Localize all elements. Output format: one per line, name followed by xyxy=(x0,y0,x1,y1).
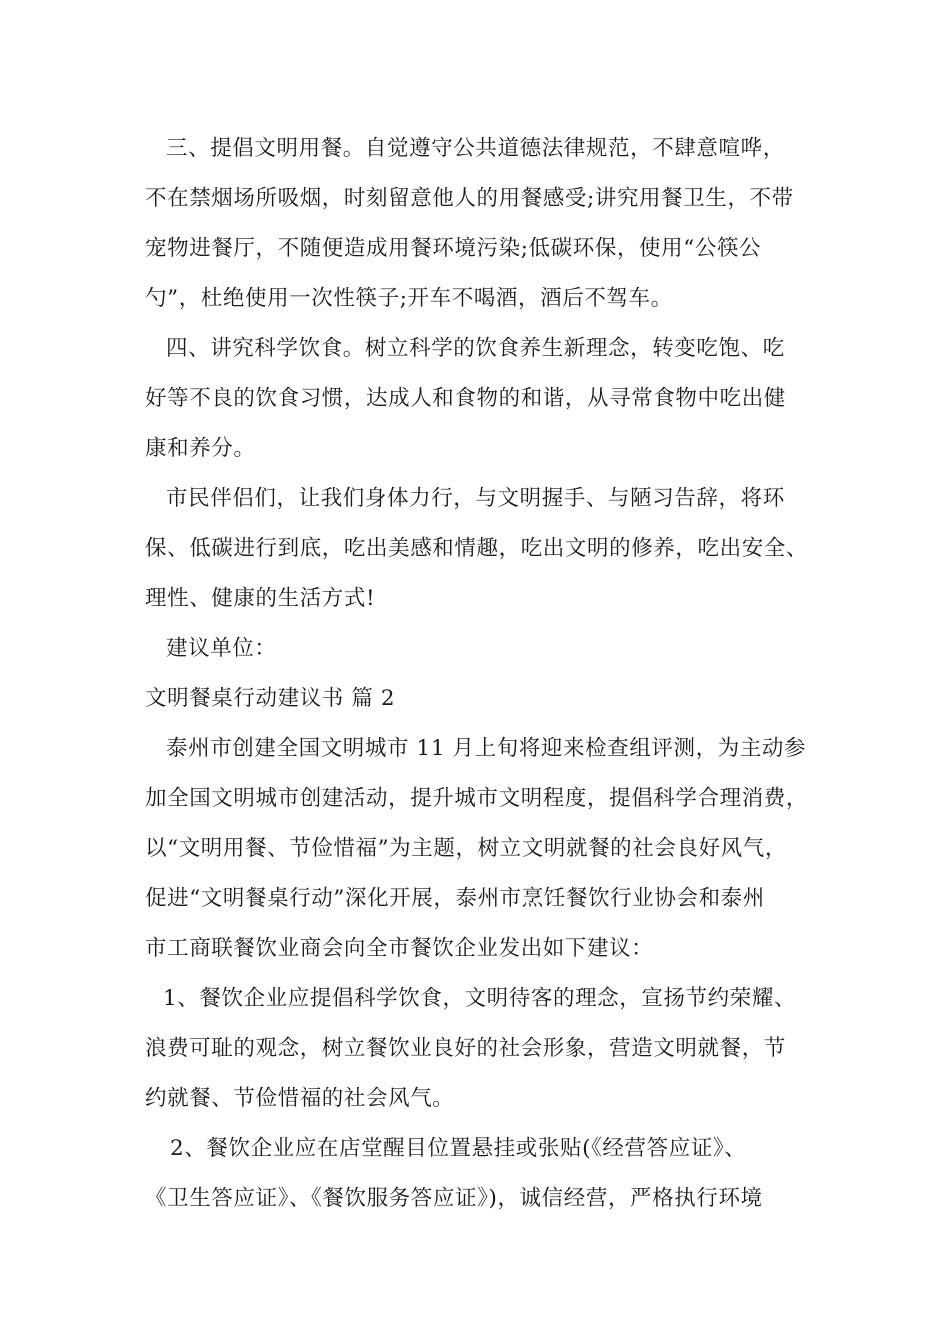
text-line: 四、讲究科学饮食。树立科学的饮食养生新理念，转变吃饱、吃 xyxy=(166,336,785,361)
text-line: 康和养分。 xyxy=(145,436,256,461)
text-line: 建议单位： xyxy=(166,636,277,661)
text-line: 市工商联餐饮业商会向全市餐饮企业发出如下建议： xyxy=(145,936,654,961)
text-line: 促进“文明餐桌行动”深化开展，泰州市烹饪餐饮行业协会和泰州 xyxy=(145,886,765,911)
text-line: 《卫生答应证》、《餐饮服务答应证》)，诚信经营，严格执行环境 xyxy=(145,1186,763,1211)
text-line: 浪费可耻的观念，树立餐饮业良好的社会形象，营造文明就餐，节 xyxy=(145,1036,786,1061)
text-line: 以“文明用餐、节俭惜福”为主题，树立文明就餐的社会良好风气， xyxy=(145,836,787,861)
text-line: 加全国文明城市创建活动，提升城市文明程度，提倡科学合理消费， xyxy=(145,786,809,811)
text-line: 宠物进餐厅，不随便造成用餐环境污染;低碳环保，使用“公筷公 xyxy=(145,236,762,261)
text-line: 三、提倡文明用餐。自觉遵守公共道德法律规范，不肆意喧哗， xyxy=(166,136,785,161)
text-line: 泰州市创建全国文明城市 11 月上旬将迎来检查组评测，为主动参 xyxy=(166,736,807,761)
text-line: 文明餐桌行动建议书 篇 2 xyxy=(145,686,396,711)
text-line: 市民伴侣们，让我们身体力行，与文明握手、与陋习告辞，将环 xyxy=(166,486,785,511)
text-line: 保、低碳进行到底，吃出美感和情趣，吃出文明的修养，吃出安全、 xyxy=(145,536,809,561)
text-line: 约就餐、节俭惜福的社会风气。 xyxy=(145,1086,455,1111)
text-line: 1、餐饮企业应提倡科学饮食，文明待客的理念，宣扬节约荣耀、 xyxy=(163,986,797,1011)
text-line: 不在禁烟场所吸烟，时刻留意他人的用餐感受;讲究用餐卫生，不带 xyxy=(145,186,794,211)
text-line: 勺”，杜绝使用一次性筷子;开车不喝酒，酒后不驾车。 xyxy=(145,286,673,311)
text-line: 好等不良的饮食习惯，达成人和食物的和谐，从寻常食物中吃出健 xyxy=(145,386,786,411)
text-line: 2、餐饮企业应在店堂醒目位置悬挂或张贴(《经营答应证》、 xyxy=(170,1136,747,1161)
text-line: 理性、健康的生活方式! xyxy=(145,586,376,611)
